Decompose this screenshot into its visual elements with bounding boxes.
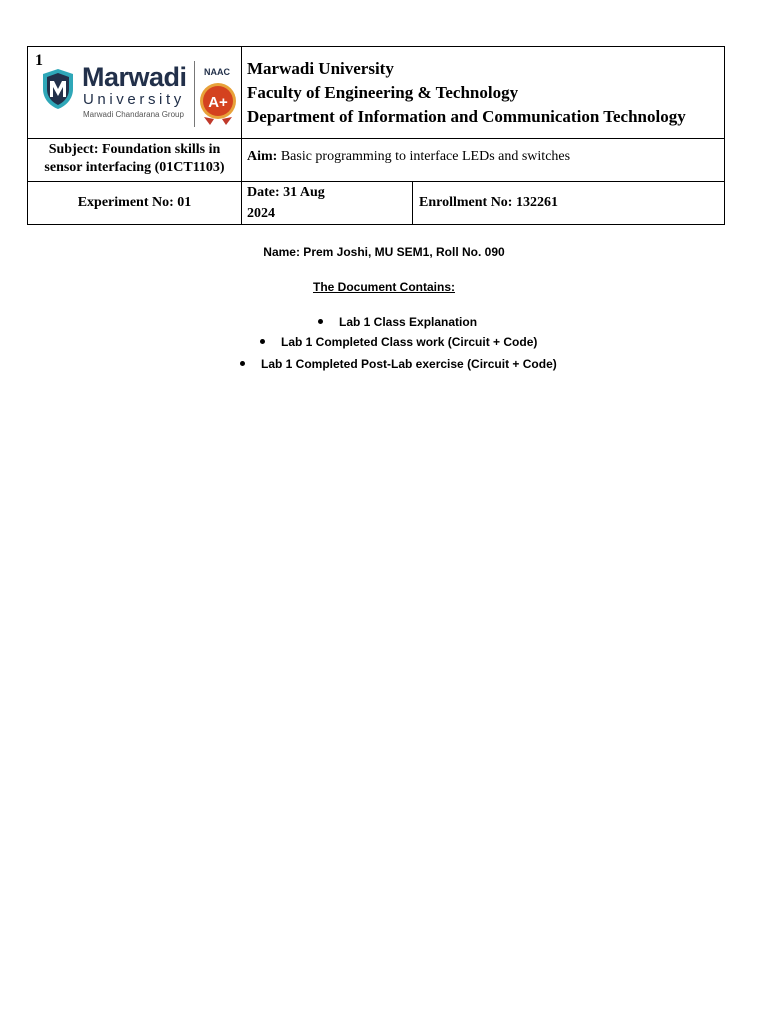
- naac-label: NAAC: [204, 67, 230, 77]
- date-line-2: 2024: [247, 206, 275, 221]
- list-item: [260, 335, 537, 349]
- list-item-text: Lab 1 Class Explanation: [339, 315, 478, 329]
- logo-wordmark: Marwadi: [82, 62, 187, 92]
- logo-wordmark-sub: University: [83, 91, 185, 108]
- experiment-number: Experiment No: 01: [28, 182, 242, 225]
- naac-grade: A+: [208, 94, 228, 111]
- list-item-text: Lab 1 Completed Class work (Circuit + Code): [281, 335, 538, 349]
- date-line-1: Date: 31 Aug: [247, 185, 325, 200]
- aim-label: Aim:: [247, 149, 278, 164]
- university-logo: [40, 61, 230, 131]
- department-name: Department of Information and Communication Technology: [247, 107, 686, 126]
- naac-grade-badge-icon: [198, 79, 238, 125]
- enrollment-number: Enrollment No: 132261: [413, 182, 725, 225]
- page-number: 1: [35, 52, 43, 69]
- university-info-cell: [242, 47, 725, 139]
- bullet-icon: [240, 361, 245, 366]
- aim-text: Basic programming to interface LEDs and switches: [277, 149, 571, 164]
- subject-line-2: sensor interfacing (01CT1103): [44, 160, 225, 175]
- faculty-name: Faculty of Engineering & Technology: [247, 83, 519, 102]
- header-table: [27, 46, 725, 225]
- subject-line-1: Subject: Foundation skills in: [48, 142, 221, 157]
- subject-cell: [28, 139, 242, 182]
- contents-heading: The Document Contains:: [312, 280, 455, 294]
- list-item-text: Lab 1 Completed Post-Lab exercise (Circuit + Code): [261, 357, 557, 371]
- student-name-line: Name: Prem Joshi, MU SEM1, Roll No. 090: [263, 245, 505, 259]
- list-item: [318, 315, 477, 329]
- logo-divider: [194, 61, 195, 127]
- aim-cell: [242, 139, 725, 182]
- logo-cell: [28, 47, 242, 139]
- list-item: [240, 357, 557, 371]
- bullet-icon: [260, 339, 265, 344]
- university-name: Marwadi University: [247, 59, 394, 78]
- date-cell: [242, 182, 413, 225]
- bullet-icon: [318, 319, 323, 324]
- shield-icon: [40, 67, 76, 111]
- logo-group-text: Marwadi Chandarana Group: [83, 110, 184, 119]
